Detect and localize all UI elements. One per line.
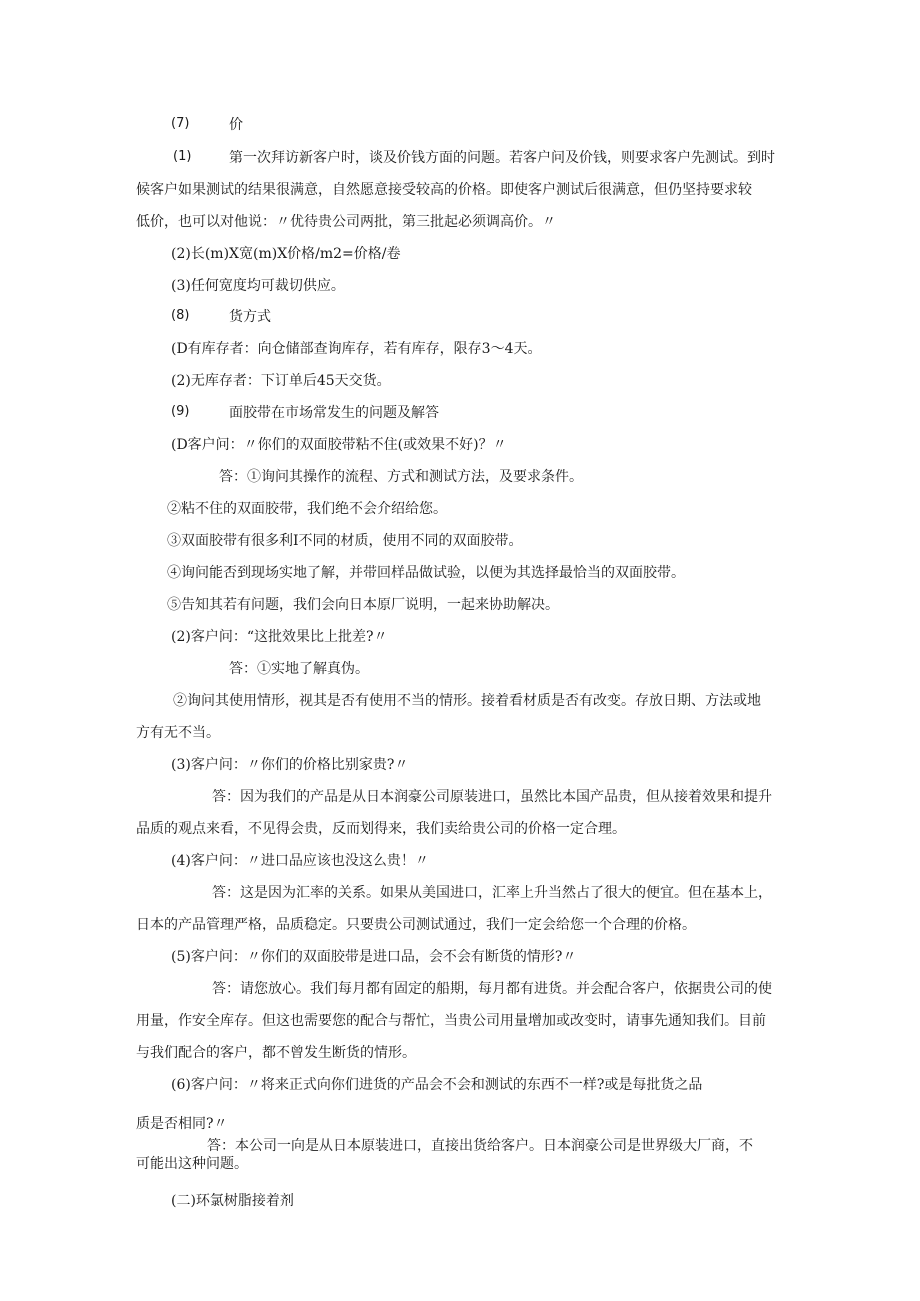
section-7-number: (7) [171,116,190,131]
answer-2-line-3: 方有无不当。 [136,725,220,741]
section-9-number: (9) [171,404,190,419]
section-7-item-2: (2)长(m)X宽(m)X价格/m2=价格/卷 [171,246,401,262]
section-8-title: 货方式 [229,309,271,325]
section-7-title: 价 [229,117,243,133]
answer-5-line-2: 用量，作安全库存。但这也需要您的配合与帮忙，当贵公司用量增加或改变时，请事先通知我们。目前 [136,1013,766,1029]
answer-5-line-1: 答：请您放心。我们每月都有固定的船期，每月都有进货。并会配合客户，依据贵公司的使 [212,981,772,997]
question-6-line-2: 质是否相同?〃 [136,1116,228,1132]
answer-1-line-4: ④询问能否到现场实地了解，并带回样品做试验，以便为其选择最恰当的双面胶带。 [167,565,685,581]
answer-1-line-2: ②粘不住的双面胶带，我们绝不会介绍给您。 [167,501,447,517]
section-8-item-1: (D有库存者：向仓储部查询库存，若有库存，限存3～4天。 [171,341,542,357]
section-7-item-1-line-1: 第一次拜访新客户时，谈及价钱方面的问题。若客户问及价钱，则要求客户先测试。到时 [229,150,775,166]
answer-2-line-2: ②询问其使用情形，视其是否有使用不当的情形。接着看材质是否有改变。存放日期、方法或地 [173,693,761,709]
answer-6-line-1: 答：本公司一向是从日本原装进口，直接出货给客户。日本润豪公司是世界级大厂商，不 [207,1138,753,1154]
question-1: (D客户问：〃你们的双面胶带粘不住(或效果不好)？〃 [171,437,507,453]
answer-1-line-1: 答：①询问其操作的流程、方式和测试方法，及要求条件。 [219,469,583,485]
question-6-line-1: (6)客户问：〃将来正式向你们进货的产品会不会和测试的东西不一样?或是每批货之品 [171,1077,703,1093]
question-2: (2)客户问：“这批效果比上批差?〃 [171,629,388,645]
section-7-item-1-number: (1) [173,149,192,164]
question-3: (3)客户问：〃你们的价格比别家贵?〃 [171,757,409,773]
section-8-item-2: (2)无库存者：下订单后45天交货。 [171,373,391,389]
section-heading-epoxy: (二)环氯树脂接着剂 [171,1193,294,1209]
section-8-number: (8) [171,308,190,323]
answer-4-line-1: 答：这是因为汇率的关系。如果从美国进口，汇率上升当然占了很大的便宜。但在基本上， [212,885,772,901]
answer-4-line-2: 日本的产品管理严格，品质稳定。只要贵公司测试通过，我们一定会给您一个合理的价格。 [136,917,696,933]
section-9-title: 面胶带在市场常发生的问题及解答 [229,405,439,421]
answer-1-line-5: ⑤告知其若有问题，我们会向日本原厂说明，一起来协助解决。 [167,597,559,613]
question-5: (5)客户问：〃你们的双面胶带是进口品，会不会有断货的情形?〃 [171,949,577,965]
section-7-item-1-line-3: 低价，也可以对他说：〃优待贵公司两批，第三批起必须调高价。〃 [136,214,556,230]
answer-5-line-3: 与我们配合的客户，都不曾发生断货的情形。 [136,1045,416,1061]
answer-1-line-3: ③双面胶带有很多利I不同的材质，使用不同的双面胶带。 [167,533,523,549]
answer-2-line-1: 答：①实地了解真伪。 [229,661,369,677]
answer-6-line-2: 可能出这种问题。 [136,1156,248,1172]
section-7-item-3: (3)任何宽度均可裁切供应。 [171,278,345,294]
section-7-item-1-line-2: 候客户如果测试的结果很满意，自然愿意接受较高的价格。即使客户测试后很满意，但仍坚持要求较 [136,182,752,198]
answer-3-line-2: 品质的观点来看，不见得会贵，反而划得来，我们卖给贵公司的价格一定合理。 [136,821,626,837]
question-4: (4)客户问：〃进口品应该也没这么贵！〃 [171,853,429,869]
answer-3-line-1: 答：因为我们的产品是从日本润豪公司原装进口，虽然比本国产品贵，但从接着效果和提升 [212,789,772,805]
